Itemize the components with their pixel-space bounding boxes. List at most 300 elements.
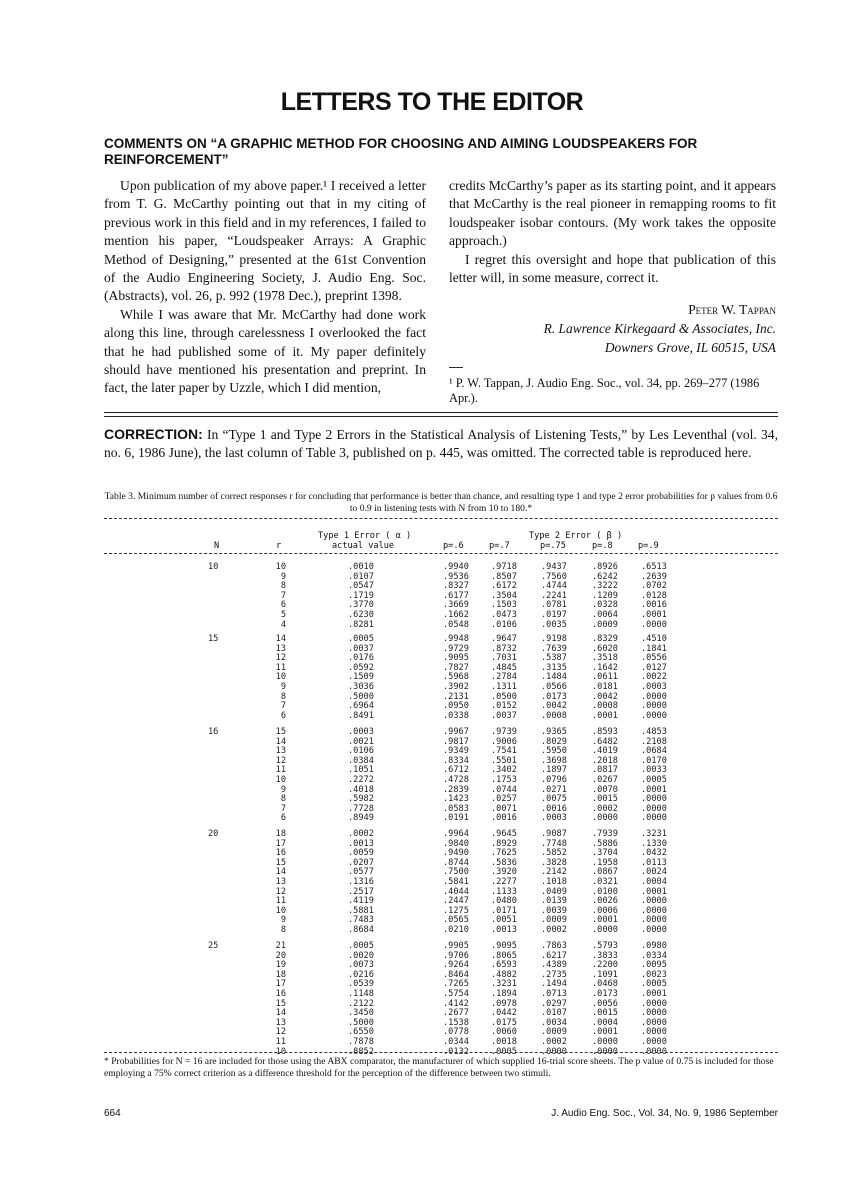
table-cell-p75: .1494: [541, 979, 567, 990]
table-cell-p6: .7265: [443, 979, 469, 990]
table-cell-N: 20: [208, 829, 219, 839]
table-cell-p7: .0978: [491, 998, 517, 1009]
table-cell-p7: .0071: [491, 803, 517, 814]
table-cell-p9: .6513: [641, 562, 667, 572]
table-cell-p9: .0001: [641, 886, 667, 897]
table-cell-p75: .0002: [541, 925, 567, 935]
table-cell-p75: .0039: [541, 905, 567, 916]
table-cell-p6: .4044: [443, 886, 469, 897]
table-cell-p9: .0005: [641, 775, 667, 785]
table-cell-alpha: .0005: [348, 634, 374, 644]
table-cell-p75: .8029: [541, 736, 567, 747]
table-cell-p8: .0000: [592, 1037, 618, 1047]
table-cell-N: 16: [208, 727, 219, 737]
letter-paragraph: Upon publication of my above paper.¹ I received a letter from T. G. McCarthy pointing out that in my citing of previous work in this field and in my references, I failed to mention his paper, “Loudspeaker Arrays: A Graphic Method of Designing,” presented at the 61st Convention of the Audio Engineering Society, J. Audio Eng. Soc. (Abstracts), vol. 26, p. 992 (1978 Dec.), preprint 1398.: [104, 178, 426, 304]
table-cell-r: 14: [275, 1008, 286, 1019]
table-cell-p9: .0000: [641, 925, 667, 935]
table-cell-r: 9: [280, 784, 286, 795]
table-cell-N: 25: [208, 941, 219, 951]
table-cell-alpha: .5000: [348, 1017, 374, 1028]
table-cell-p9: .0000: [641, 1046, 667, 1057]
table-cell-p8: .0267: [592, 775, 618, 785]
table-cell-alpha: .3036: [348, 682, 374, 692]
table-cell-p75: .1018: [541, 877, 567, 887]
table-cell-p6: .0210: [443, 925, 469, 935]
table-cell-p6: .5968: [443, 672, 469, 683]
table-cell-alpha: .2517: [348, 886, 374, 897]
table-cell-r: 10: [275, 905, 286, 916]
table-cell-p6: .0565: [443, 915, 469, 926]
table-cell-r: 8: [280, 794, 286, 805]
header-p9: p=.9: [638, 541, 659, 551]
table-cell-p75: .0008: [541, 710, 567, 721]
table-cell-p6: .9940: [443, 562, 469, 572]
table-cell-p8: .0817: [592, 765, 618, 776]
table-cell-p75: .0009: [541, 915, 567, 926]
table-cell-p75: .0034: [541, 1017, 567, 1028]
table-cell-p9: .0023: [641, 969, 667, 980]
table-cell-p8: .0070: [592, 784, 618, 795]
table-cell-p6: .1275: [443, 905, 469, 916]
table-cell-p7: .0171: [491, 905, 517, 916]
table-cell-p7: .3402: [491, 765, 517, 776]
table-cell-alpha: .0037: [348, 643, 374, 654]
table-cell-p8: .0000: [592, 813, 618, 824]
table-cell-p75: .4744: [541, 581, 567, 592]
table-cell-alpha: .8491: [348, 710, 374, 721]
table-cell-r: 8: [280, 691, 286, 702]
table-cell-alpha: .0592: [348, 662, 374, 673]
table-cell-p75: .5387: [541, 653, 567, 664]
table-cell-p8: .0042: [592, 691, 618, 702]
table-cell-p7: .0257: [491, 794, 517, 805]
table-cell-p75: .5852: [541, 848, 567, 859]
table-cell-p7: .1503: [491, 600, 517, 611]
table-cell-p6: .2839: [443, 784, 469, 795]
table-cell-r: 13: [275, 746, 286, 757]
header-type1: Type 1 Error ( α ): [318, 531, 412, 541]
table-cell-p6: .0338: [443, 710, 469, 721]
table-cell-p75: .0781: [541, 600, 567, 611]
table-cell-p9: .4510: [641, 634, 667, 644]
table-cell-p8: .0026: [592, 896, 618, 907]
table-cell-p6: .9964: [443, 829, 469, 839]
table-cell-p7: .5501: [491, 755, 517, 766]
table-cell-p9: .0000: [641, 803, 667, 814]
table-cell-p8: .0100: [592, 886, 618, 897]
table-cell-p7: .2784: [491, 672, 517, 683]
table-cell-p8: .0000: [592, 925, 618, 935]
table-cell-p8: .0611: [592, 672, 618, 683]
table-cell-p8: .3833: [592, 950, 618, 961]
table-cell-p6: .2677: [443, 1008, 469, 1019]
footnote-rule: [449, 367, 463, 368]
table-cell-p75: .3698: [541, 755, 567, 766]
table-cell-p9: .4853: [641, 727, 667, 737]
table-cell-p9: .0000: [641, 691, 667, 702]
table-cell-p6: .1538: [443, 1017, 469, 1028]
correction-notice: [104, 425, 778, 462]
table-cell-p8: .5886: [592, 838, 618, 849]
table-cell-r: 15: [275, 857, 286, 868]
table-cell-alpha: .3770: [348, 600, 374, 611]
table-cell-p7: .4882: [491, 969, 517, 980]
table-cell-p8: .0173: [592, 989, 618, 999]
table-cell-p8: .0004: [592, 1017, 618, 1028]
table-cell-p9: .0000: [641, 794, 667, 805]
table-cell-p7: .0005: [491, 1046, 517, 1057]
table-cell-alpha: .0002: [348, 829, 374, 839]
table-cell-p9: .0702: [641, 581, 667, 592]
correction-label: CORRECTION:: [104, 426, 203, 442]
table-cell-alpha: .2122: [348, 998, 374, 1009]
table-cell-p9: .0000: [641, 813, 667, 824]
table-cell-p9: .0022: [641, 672, 667, 683]
table-cell-r: 20: [275, 950, 286, 961]
table-cell-p6: .2131: [443, 691, 469, 702]
table-cell-alpha: .6550: [348, 1027, 374, 1038]
table-cell-p75: .0107: [541, 1008, 567, 1019]
table-caption: Table 3. Minimum number of correct responses r for concluding that performance is better than chance, and resulting type 1 and type 2 error probabilities for p values from 0.6 to 0.9 in listening tests with N from 10 to 180.*: [104, 491, 778, 514]
table-cell-p8: .0001: [592, 1027, 618, 1038]
table-cell-r: 17: [275, 979, 286, 990]
table-cell-p8: .6482: [592, 736, 618, 747]
table-cell-p75: .5950: [541, 746, 567, 757]
letter-paragraph: credits McCarthy’s paper as its starting point, and it appears that McCarthy is the real pioneer in remapping rooms to fit loudspeaker isobar contours. (My work takes the opposite approach.): [449, 178, 776, 249]
table-cell-p7: .8507: [491, 571, 517, 582]
table-cell-alpha: .1051: [348, 765, 374, 776]
article-heading: COMMENTS ON “A GRAPHIC METHOD FOR CHOOSING AND AIMING LOUDSPEAKERS FOR REINFORCEMENT”: [104, 136, 698, 167]
table-cell-p75: .0173: [541, 691, 567, 702]
table-cell-p9: .0000: [641, 905, 667, 916]
table-cell-p9: .0127: [641, 662, 667, 673]
page-title: LETTERS TO THE EDITOR: [280, 88, 584, 116]
table-cell-p6: .6712: [443, 765, 469, 776]
table-cell-r: 7: [280, 590, 286, 601]
table-cell-r: 12: [275, 886, 286, 897]
correction-text: In “Type 1 and Type 2 Errors in the Statistical Analysis of Listening Tests,” by Les Leventhal (vol. 34, no. 6, 1986 June), the last column of Table 3, published on p. 445, was omitted. The corrected table is reproduced here.: [104, 427, 778, 461]
table-cell-p7: .0060: [491, 1027, 517, 1038]
table-cell-p75: .9087: [541, 829, 567, 839]
table-cell-r: 17: [275, 838, 286, 849]
table-cell-r: 13: [275, 643, 286, 654]
header-p8: p=.8: [592, 541, 613, 551]
table-cell-p9: .2639: [641, 571, 667, 582]
table-cell-p9: .0000: [641, 619, 667, 630]
table-cell-p75: .9365: [541, 727, 567, 737]
table-cell-p9: .0334: [641, 950, 667, 961]
table-cell-alpha: .1509: [348, 672, 374, 683]
journal-reference: J. Audio Eng. Soc., Vol. 34, No. 9, 1986 September: [551, 1108, 778, 1119]
table-cell-p6: .0950: [443, 701, 469, 712]
header-p6: p=.6: [443, 541, 464, 551]
table-cell-p7: .8929: [491, 838, 517, 849]
signature-affiliation: R. Lawrence Kirkegaard & Associates, Inc.: [543, 321, 776, 337]
table-cell-p6: .4728: [443, 775, 469, 785]
table-cell-p6: .9706: [443, 950, 469, 961]
table-cell-p9: .0000: [641, 1008, 667, 1019]
table-cell-alpha: .0547: [348, 581, 374, 592]
table-cell-r: 11: [275, 765, 286, 776]
table-cell-p7: .9647: [491, 634, 517, 644]
table-cell-alpha: .4119: [348, 896, 374, 907]
section-divider: [104, 412, 778, 413]
table-cell-alpha: .7483: [348, 915, 374, 926]
table-cell-p6: .4142: [443, 998, 469, 1009]
table-cell-p9: .0170: [641, 755, 667, 766]
table-cell-p9: .0000: [641, 998, 667, 1009]
table-cell-p8: .5793: [592, 941, 618, 951]
table-cell-p8: .3704: [592, 848, 618, 859]
table-cell-p8: .2200: [592, 960, 618, 971]
table-cell-p75: .9437: [541, 562, 567, 572]
table-cell-alpha: .0013: [348, 838, 374, 849]
table-cell-r: 16: [275, 848, 286, 859]
table-cell-p7: .8065: [491, 950, 517, 961]
table-cell-p7: .1894: [491, 989, 517, 999]
table-cell-p7: .0473: [491, 610, 517, 620]
table-cell-p6: .9905: [443, 941, 469, 951]
table-cell-p6: .9817: [443, 736, 469, 747]
table-cell-p8: .2018: [592, 755, 618, 766]
table-cell-alpha: .0176: [348, 653, 374, 664]
table-cell-p9: .0033: [641, 765, 667, 776]
table-cell-r: 10: [275, 775, 286, 785]
table-cell-p75: .7863: [541, 941, 567, 951]
table-cell-p7: .0018: [491, 1037, 517, 1047]
table-cell-p7: .3504: [491, 590, 517, 601]
table-cell-p6: .0583: [443, 803, 469, 814]
table-cell-p8: .8593: [592, 727, 618, 737]
table-cell-p75: .0000: [541, 1046, 567, 1057]
table-cell-alpha: .8281: [348, 619, 374, 630]
table-cell-alpha: .6230: [348, 610, 374, 620]
table-cell-alpha: .0073: [348, 960, 374, 971]
table-cell-p75: .1484: [541, 672, 567, 683]
table-cell-r: 6: [280, 813, 286, 824]
table-cell-r: 7: [280, 701, 286, 712]
table-cell-r: 11: [275, 896, 286, 907]
table-cell-alpha: .1719: [348, 590, 374, 601]
table-cell-p9: .0095: [641, 960, 667, 971]
table-cell-p6: .5841: [443, 877, 469, 887]
table-cell-p75: .0003: [541, 813, 567, 824]
table-cell-p9: .0001: [641, 989, 667, 999]
table-cell-p7: .0500: [491, 691, 517, 702]
table-cell-r: 7: [280, 803, 286, 814]
table-cell-p6: .9967: [443, 727, 469, 737]
table-cell-p7: .0013: [491, 925, 517, 935]
table-cell-r: 9: [280, 915, 286, 926]
table-cell-p7: .0442: [491, 1008, 517, 1019]
table-cell-alpha: .4018: [348, 784, 374, 795]
table-cell-p8: .0009: [592, 619, 618, 630]
table-cell-r: 11: [275, 1037, 286, 1047]
table-cell-alpha: .0577: [348, 867, 374, 878]
letter-column-right: [449, 177, 776, 405]
table-cell-p9: .1841: [641, 643, 667, 654]
table-cell-r: 12: [275, 1027, 286, 1038]
letter-paragraph: While I was aware that Mr. McCarthy had done work along this line, through carelessness I overlooked the fact that he had published some of it. My paper definitely should have mentioned his presentation and preprint. In fact, the later paper by Uzzle, which I did mention,: [104, 306, 426, 396]
table-cell-p8: .0867: [592, 867, 618, 878]
table-cell-p7: .3231: [491, 979, 517, 990]
table-cell-r: 5: [280, 610, 286, 620]
table-cell-alpha: .1316: [348, 877, 374, 887]
table-cell-r: 9: [280, 571, 286, 582]
table-cell-r: 21: [275, 941, 286, 951]
table-cell-p7: .9645: [491, 829, 517, 839]
table-cell-p9: .0000: [641, 701, 667, 712]
table-cell-p7: .9095: [491, 941, 517, 951]
table-cell-r: 10: [275, 1046, 286, 1057]
table-cell-p75: .7560: [541, 571, 567, 582]
table-cell-p9: .0016: [641, 600, 667, 611]
table-cell-p8: .0328: [592, 600, 618, 611]
table-cell-p7: .0106: [491, 619, 517, 630]
table-top-rule: [104, 518, 778, 519]
table-cell-p6: .0778: [443, 1027, 469, 1038]
header-r: r: [276, 541, 282, 551]
table-cell-p6: .1423: [443, 794, 469, 805]
table-cell-p75: .0035: [541, 619, 567, 630]
table-cell-p6: .3669: [443, 600, 469, 611]
table-cell-p75: .0297: [541, 998, 567, 1009]
table-cell-p75: .0042: [541, 701, 567, 712]
section-divider: [104, 416, 778, 417]
header-p7: p=.7: [489, 541, 510, 551]
header-type1-sub: actual value: [332, 541, 395, 551]
table-cell-p8: .8926: [592, 562, 618, 572]
table-cell-r: 12: [275, 653, 286, 664]
table-cell-p8: .0015: [592, 1008, 618, 1019]
table-cell-p75: .0271: [541, 784, 567, 795]
table-cell-p8: .0001: [592, 915, 618, 926]
table-cell-alpha: .0010: [348, 562, 374, 572]
table-cell-p75: .6217: [541, 950, 567, 961]
table-cell-p6: .3902: [443, 682, 469, 692]
table-cell-p75: .0002: [541, 1037, 567, 1047]
table-cell-p9: .0000: [641, 710, 667, 721]
table-cell-p6: .9536: [443, 571, 469, 582]
signature-name: Peter W. Tappan: [688, 302, 776, 318]
table-cell-p8: .0015: [592, 794, 618, 805]
table-cell-r: 12: [275, 755, 286, 766]
table-cell-p8: .0008: [592, 701, 618, 712]
signature-block: [449, 300, 776, 357]
letter-paragraph: I regret this oversight and hope that publication of this letter will, in some measure, correct it.: [449, 251, 776, 286]
table-cell-p9: .0113: [641, 857, 667, 868]
table-cell-p6: .9490: [443, 848, 469, 859]
table-cell-p75: .0566: [541, 682, 567, 692]
table-cell-p7: .0016: [491, 813, 517, 824]
table-cell-alpha: .8852: [348, 1046, 374, 1057]
table-cell-p7: .7625: [491, 848, 517, 859]
table-cell-p6: .6177: [443, 590, 469, 601]
table-cell-p7: .7541: [491, 746, 517, 757]
table-cell-p8: .0321: [592, 877, 618, 887]
table-cell-p8: .0181: [592, 682, 618, 692]
table-cell-p75: .0409: [541, 886, 567, 897]
table-cell-r: 6: [280, 600, 286, 611]
table-cell-p75: .7639: [541, 643, 567, 654]
table-cell-alpha: .0020: [348, 950, 374, 961]
table-cell-r: 10: [275, 562, 286, 572]
table-cell-p8: .6242: [592, 571, 618, 582]
table-cell-r: 14: [275, 736, 286, 747]
table-cell-p6: .9349: [443, 746, 469, 757]
table-cell-p9: .0005: [641, 979, 667, 990]
header-N: N: [214, 541, 220, 551]
table-cell-r: 6: [280, 710, 286, 721]
table-cell-p9: .0024: [641, 867, 667, 878]
table-cell-p7: .4845: [491, 662, 517, 673]
table-cell-p7: .1133: [491, 886, 517, 897]
table-cell-p8: .0002: [592, 803, 618, 814]
table-cell-alpha: .8949: [348, 813, 374, 824]
table-cell-p7: .9718: [491, 562, 517, 572]
table-cell-alpha: .0106: [348, 746, 374, 757]
table-cell-alpha: .5000: [348, 691, 374, 702]
table-cell-p8: .0006: [592, 905, 618, 916]
table-cell-r: 13: [275, 877, 286, 887]
table-cell-r: 19: [275, 960, 286, 971]
table-cell-p8: .8329: [592, 634, 618, 644]
table-cell-p7: .0152: [491, 701, 517, 712]
table-cell-p9: .0001: [641, 784, 667, 795]
table-cell-r: 9: [280, 682, 286, 692]
table-cell-p9: .0684: [641, 746, 667, 757]
table-cell-p7: .0480: [491, 896, 517, 907]
table-cell-p9: .0000: [641, 1027, 667, 1038]
table-cell-alpha: .1148: [348, 989, 374, 999]
table-cell-p9: .3231: [641, 829, 667, 839]
table-cell-alpha: .0216: [348, 969, 374, 980]
table-cell-p8: .4019: [592, 746, 618, 757]
table-cell-alpha: .5881: [348, 905, 374, 916]
table-cell-p9: .0001: [641, 610, 667, 620]
table-cell-p7: .7031: [491, 653, 517, 664]
table-cell-alpha: .2272: [348, 775, 374, 785]
table-cell-p9: .0000: [641, 896, 667, 907]
table-cell-p75: .0796: [541, 775, 567, 785]
table-cell-p7: .2277: [491, 877, 517, 887]
table-cell-p8: .1958: [592, 857, 618, 868]
table-cell-p9: .0004: [641, 877, 667, 887]
table-cell-p75: .2142: [541, 867, 567, 878]
table-cell-alpha: .0207: [348, 857, 374, 868]
table-cell-p75: .4389: [541, 960, 567, 971]
table-cell-p75: .2241: [541, 590, 567, 601]
signature-location: Downers Grove, IL 60515, USA: [604, 340, 776, 356]
table-cell-p6: .8464: [443, 969, 469, 980]
table-cell-p75: .3828: [541, 857, 567, 868]
table-cell-r: 18: [275, 969, 286, 980]
table-cell-p9: .0432: [641, 848, 667, 859]
table-cell-p75: .0139: [541, 896, 567, 907]
table-cell-p6: .9840: [443, 838, 469, 849]
table-cell-p75: .9198: [541, 634, 567, 644]
table-cell-r: 18: [275, 829, 286, 839]
table-cell-alpha: .7878: [348, 1037, 374, 1047]
table-cell-p75: .3135: [541, 662, 567, 673]
table-cell-p6: .9948: [443, 634, 469, 644]
table-cell-p7: .6172: [491, 581, 517, 592]
table-cell-p8: .1209: [592, 590, 618, 601]
table-cell-r: 16: [275, 989, 286, 999]
table-cell-alpha: .8684: [348, 925, 374, 935]
table-cell-p6: .0344: [443, 1037, 469, 1047]
table-cell-p8: .7939: [592, 829, 618, 839]
